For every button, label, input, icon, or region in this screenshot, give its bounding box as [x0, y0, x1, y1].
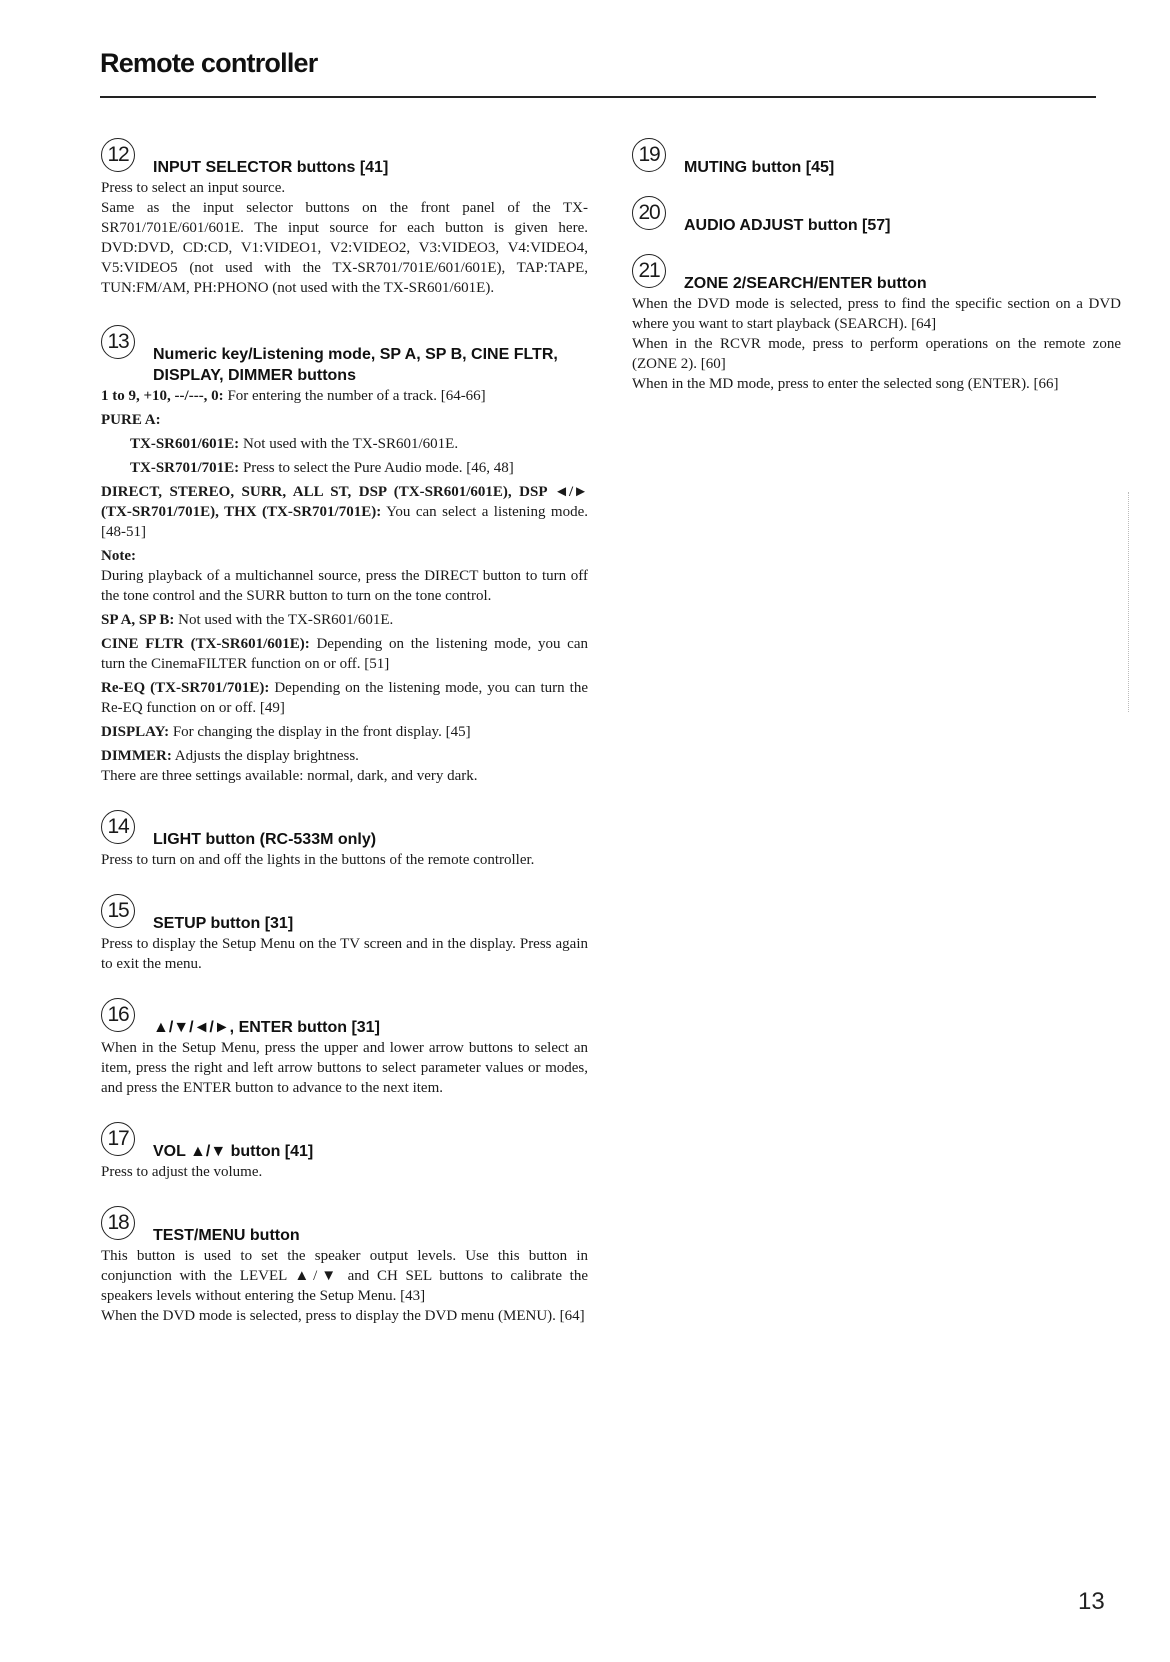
paragraph: 1 to 9, +10, --/---, 0: For entering the number of a track. [64-66]: [101, 388, 486, 404]
section-title: MUTING button [45]: [684, 159, 835, 176]
circled-number: 14: [101, 810, 135, 844]
page-number: 13: [1078, 1588, 1105, 1615]
section-title: ZONE 2/SEARCH/ENTER button: [684, 275, 927, 292]
scan-artifact: [1128, 492, 1132, 712]
paragraph: TX-SR601/601E: Not used with the TX-SR601/601E.: [130, 436, 459, 452]
circled-number: 20: [632, 196, 666, 230]
note-label: Note:: [101, 548, 136, 564]
circled-number: 19: [632, 138, 666, 172]
circled-number: 12: [101, 138, 135, 172]
paragraph: Press to adjust the volume.: [101, 1164, 263, 1180]
circled-number: 17: [101, 1122, 135, 1156]
paragraph: TX-SR701/701E: Press to select the Pure Audio mode. [46, 48]: [130, 460, 514, 476]
section-14: [101, 810, 588, 870]
paragraph: There are three settings available: normal, dark, and very dark.: [101, 768, 478, 784]
section-title: Numeric key/Listening mode, SP A, SP B, CINE FLTR, DISPLAY, DIMMER buttons: [153, 346, 558, 384]
circled-number: 16: [101, 998, 135, 1032]
section-title: TEST/MENU button: [153, 1227, 300, 1244]
section-title: SETUP button [31]: [153, 915, 294, 932]
paragraph: Re-EQ (TX-SR701/701E): Depending on the listening mode, you can turn the Re-EQ function on or off. [49]: [101, 680, 588, 716]
section-21: [632, 254, 1121, 394]
section-16: [101, 998, 588, 1098]
paragraph: PURE A:: [101, 412, 161, 428]
circled-number: 18: [101, 1206, 135, 1240]
left-column: [101, 138, 588, 1326]
paragraph: When in the RCVR mode, press to perform operations on the remote zone (ZONE 2). [60]: [632, 336, 1121, 372]
circled-number: 21: [632, 254, 666, 288]
page-title: Remote controller: [100, 48, 318, 78]
section-12: [101, 138, 588, 298]
paragraph: When in the MD mode, press to enter the selected song (ENTER). [66]: [632, 376, 1059, 392]
note-text: During playback of a multichannel source, press the DIRECT button to turn off the tone control and the SURR button to turn on the tone control.: [101, 568, 588, 604]
paragraph: Same as the input selector buttons on the front panel of the TX-SR701/701E/601/601E. The input source for each button is given here. DVD:DVD, CD:CD, V1:VIDEO1, V2:VIDEO2, V3:VIDEO3, V4:VIDEO4, V5:VIDEO5 (not used with the TX-SR701/701E/601/601E), TAP:TAPE, TUN:FM/AM, PH:PHONO (not used with the TX-SR601/601E).: [101, 200, 588, 296]
page-header: [100, 48, 1096, 79]
paragraph: CINE FLTR (TX-SR601/601E): Depending on the listening mode, you can turn the CinemaFILTER function on or off. [51]: [101, 636, 588, 672]
paragraph: This button is used to set the speaker output levels. Use this button in conjunction with the LEVEL ▲/▼ and CH SEL buttons to calibrate the speakers levels without entering the Setup Menu. [43]: [101, 1248, 588, 1304]
paragraph: When in the Setup Menu, press the upper and lower arrow buttons to select an item, press the right and left arrow buttons to select parameter values or modes, and press the ENTER button to advance to the next item.: [101, 1040, 588, 1096]
section-20: [632, 196, 1121, 236]
paragraph: Press to display the Setup Menu on the TV screen and in the display. Press again to exit the menu.: [101, 936, 588, 972]
section-18: [101, 1206, 588, 1326]
section-title: INPUT SELECTOR buttons [41]: [153, 159, 389, 176]
circled-number: 15: [101, 894, 135, 928]
paragraph: DIRECT, STEREO, SURR, ALL ST, DSP (TX-SR601/601E), DSP ◄/► (TX-SR701/701E), THX (TX-SR701/701E): You can select a listening mode. [48-51]: [101, 484, 588, 540]
circled-number: 13: [101, 325, 135, 359]
paragraph: Press to select an input source.: [101, 180, 286, 196]
paragraph: When the DVD mode is selected, press to find the specific section on a DVD where you want to start playback (SEARCH). [64]: [632, 296, 1121, 332]
section-13: [101, 325, 588, 786]
section-17: [101, 1122, 588, 1182]
section-15: [101, 894, 588, 974]
paragraph: DIMMER: Adjusts the display brightness.: [101, 748, 359, 764]
header-rule: [100, 96, 1096, 98]
paragraph: Press to turn on and off the lights in the buttons of the remote controller.: [101, 852, 535, 868]
section-19: [632, 138, 1121, 178]
paragraph: When the DVD mode is selected, press to display the DVD menu (MENU). [64]: [101, 1308, 585, 1324]
paragraph: SP A, SP B: Not used with the TX-SR601/601E.: [101, 612, 394, 628]
section-title: LIGHT button (RC-533M only): [153, 831, 377, 848]
paragraph: DISPLAY: For changing the display in the front display. [45]: [101, 724, 471, 740]
right-column: [632, 138, 1121, 394]
section-title: ▲/▼/◄/►, ENTER button [31]: [153, 1019, 380, 1036]
section-title: VOL ▲/▼ button [41]: [153, 1143, 314, 1160]
section-title: AUDIO ADJUST button [57]: [684, 217, 891, 234]
